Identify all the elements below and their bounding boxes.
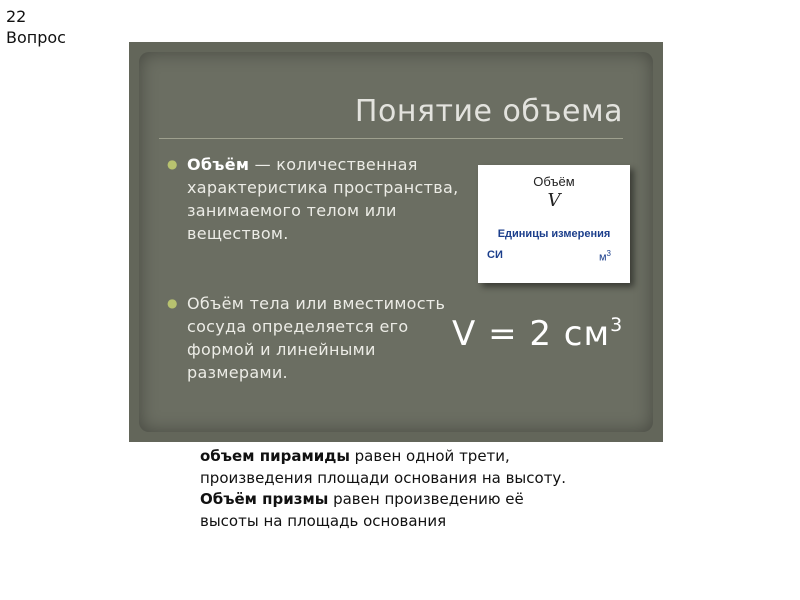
units-card [478, 165, 630, 283]
bullet-dot-icon: ● [167, 296, 178, 310]
units-card-symbol: V [547, 190, 561, 211]
units-card-unit: $м^3$ [598, 249, 611, 264]
units-card-label: Единицы измерения [497, 228, 611, 240]
caption-text-2: равен произведению её высоты на площадь основания [200, 490, 524, 530]
caption-bold-prism: Объём призмы [200, 490, 329, 508]
units-card-title: Объём [533, 174, 575, 189]
slide-panel [139, 52, 653, 432]
bullet-dot-icon: ● [167, 157, 178, 171]
bullet-definition [167, 153, 467, 245]
bullet-capacity [167, 292, 467, 384]
caption-text [200, 446, 580, 532]
bullet-capacity-text: Объём тела или вместимость сосуда определяется его формой и линейными размерами. [187, 294, 446, 382]
slide-title: Понятие объема [354, 94, 623, 129]
units-card-system: СИ [487, 249, 503, 261]
bullet-definition-term: Объём [187, 155, 250, 174]
caption-bold-pyramid: объем пирамиды [200, 447, 350, 465]
slide-image [129, 42, 663, 442]
question-number: 22 [6, 7, 27, 26]
question-label: Вопрос [6, 28, 66, 47]
question-header [6, 6, 66, 48]
volume-formula: V = 2 $см^3$ [452, 314, 624, 354]
bullet-definition-text: — количественная характеристика пространства, занимаемого телом или веществом. [187, 155, 459, 243]
title-divider [159, 138, 623, 139]
caption-text-1: равен одной трети, произведения площади основания на высоту. [200, 447, 567, 487]
